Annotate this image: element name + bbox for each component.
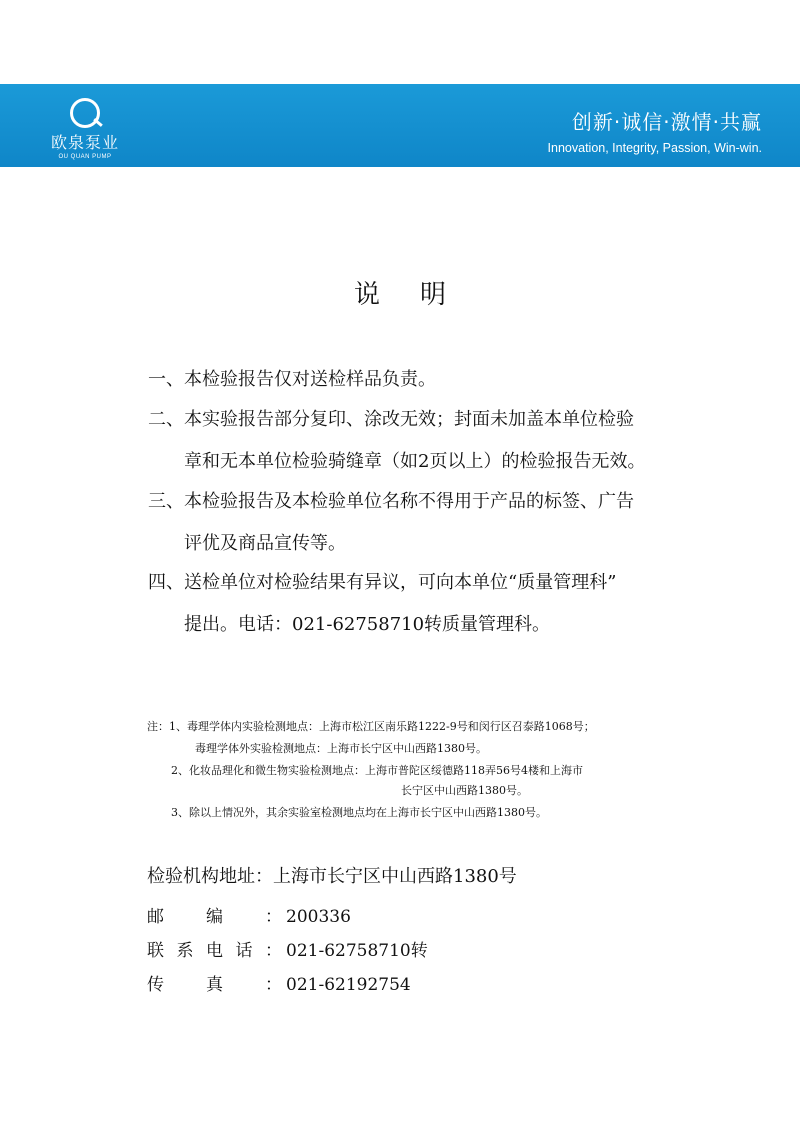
logo-q-icon [70,98,100,128]
item-4-line-1: 四、送检单位对检验结果有异议，可向本单位“质量管理科” [148,572,617,593]
note-1: 注：1、毒理学体内实验检测地点：上海市松江区南乐路1222-9号和闵行区召泰路1068号； [147,720,595,733]
item-3-line-2: 评优及商品宣传等。 [184,533,346,554]
instruction-item-4 [148,568,617,635]
header-banner [0,84,800,167]
logo-name: 欧泉泵业 [50,133,119,152]
page-title: 说明 [353,280,486,310]
phone-row [147,936,428,961]
company-logo [40,98,130,160]
note-2b: 长宁区中山西路1380号。 [401,784,528,797]
instruction-item-1 [148,365,436,395]
instruction-item-2 [148,405,646,472]
postcode-label: 邮编： [147,907,282,927]
fax-value: 021-62192754 [286,975,411,995]
slogan-english: Innovation, Integrity, Passion, Win-win. [547,141,762,155]
postcode-row [147,902,351,927]
slogan-chinese: 创新·诚信·激情·共赢 [571,110,762,134]
item-4-line-2: 提出。电话：021-62758710转质量管理科。 [184,614,551,635]
item-2-line-2: 章和无本单位检验骑缝章（如2页以上）的检验报告无效。 [184,451,646,472]
address-value: 上海市长宁区中山西路1380号 [273,866,517,887]
address-row [147,862,517,888]
item-2-line-1: 二、本实验报告部分复印、涂改无效；封面未加盖本单位检验 [148,409,634,430]
note-1b: 毒理学体外实验检测地点：上海市长宁区中山西路1380号。 [195,742,487,755]
note-2: 2、化妆品理化和微生物实验检测地点：上海市普陀区绥德路118弄56号4楼和上海市 [171,764,583,777]
note-3: 3、除以上情况外，其余实验室检测地点均在上海市长宁区中山西路1380号。 [171,806,547,819]
item-1-line-1: 一、本检验报告仅对送检样品负责。 [148,369,436,390]
fax-row [147,970,411,995]
postcode-value: 200336 [286,907,351,927]
fax-label: 传真： [147,975,282,995]
logo-subtitle: OU QUAN PUMP [58,154,112,160]
instruction-item-3 [148,487,634,554]
slogan [548,106,762,155]
phone-label: 联系电话： [147,941,282,961]
address-label: 检验机构地址： [147,866,273,887]
item-3-line-1: 三、本检验报告及本检验单位名称不得用于产品的标签、广告 [148,491,634,512]
phone-value: 021-62758710转 [286,941,428,961]
